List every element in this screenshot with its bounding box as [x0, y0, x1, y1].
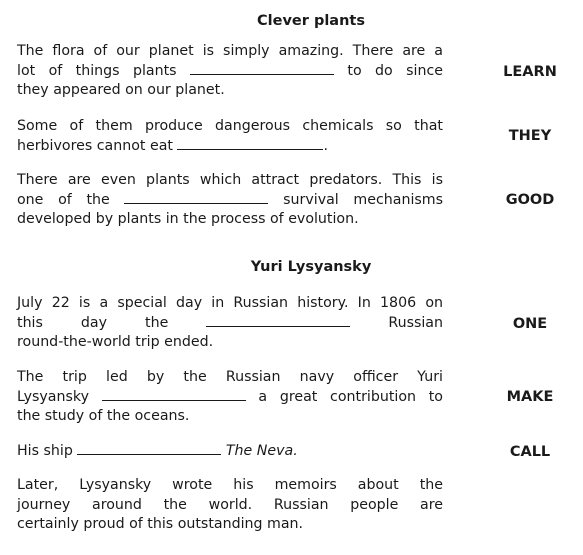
text-segment: Lysyansky — [17, 388, 89, 405]
text-segment: the — [145, 314, 169, 331]
paragraph-2 — [17, 117, 443, 156]
keyword-they: THEY — [508, 128, 552, 144]
keyword-good: GOOD — [505, 192, 555, 208]
ship-name: The Neva. — [225, 443, 298, 459]
text-line: The flora of our planet is simply amazing. There are a — [17, 43, 443, 59]
paragraph-5 — [17, 368, 443, 427]
text-segment: herbivores cannot eat — [17, 137, 173, 154]
text-segment: this — [17, 314, 43, 331]
text-line — [17, 191, 443, 211]
text-line — [17, 314, 443, 334]
paragraph-4 — [17, 294, 443, 353]
keyword-learn: LEARN — [503, 64, 557, 80]
text-line: Some of them produce dangerous chemicals so that — [17, 118, 443, 134]
section-title-yuri-lysyansky: Yuri Lysyansky — [250, 259, 372, 275]
text-line: The trip led by the Russian navy officer Yuri — [17, 369, 443, 385]
text-line: July 22 is a special day in Russian history. In 1806 on — [17, 295, 443, 311]
text-segment: His ship — [17, 443, 73, 459]
text-line: There are even plants which attract predators. This is — [17, 172, 443, 188]
text-line: round-the-world trip ended. — [17, 334, 214, 350]
keyword-call: CALL — [509, 444, 551, 460]
text-segment: Russian — [388, 314, 443, 331]
text-line — [17, 442, 443, 462]
text-segment: one of the — [17, 191, 110, 208]
answer-blank[interactable] — [77, 442, 221, 455]
answer-blank[interactable] — [177, 137, 323, 150]
text-line: they appeared on our planet. — [17, 82, 225, 98]
text-segment: survival mechanisms — [283, 191, 444, 208]
paragraph-6 — [17, 442, 443, 462]
text-line: journey around the world. Russian people are — [17, 496, 443, 513]
paragraph-7 — [17, 476, 443, 535]
text-segment: . — [323, 137, 328, 154]
paragraph-3 — [17, 171, 443, 230]
text-line — [17, 62, 443, 82]
text-segment: day — [80, 314, 108, 331]
text-segment: a great contribution to — [258, 388, 443, 405]
paragraph-1 — [17, 42, 443, 101]
keyword-make: MAKE — [506, 389, 554, 405]
text-segment: lot of things plants — [17, 62, 177, 79]
text-line: the study of the oceans. — [17, 408, 190, 424]
text-line: certainly proud of this outstanding man. — [17, 516, 304, 532]
answer-blank[interactable] — [190, 62, 334, 75]
answer-blank[interactable] — [124, 191, 268, 204]
text-line: developed by plants in the process of evolution. — [17, 211, 359, 227]
keyword-one: ONE — [512, 316, 548, 332]
section-title-clever-plants: Clever plants — [257, 13, 365, 29]
text-line: Later, Lysyansky wrote his memoirs about the — [17, 477, 443, 493]
answer-blank[interactable] — [102, 388, 246, 401]
answer-blank[interactable] — [206, 314, 350, 327]
text-line — [17, 388, 443, 408]
text-segment: to do since — [347, 62, 444, 79]
text-line — [17, 137, 443, 157]
